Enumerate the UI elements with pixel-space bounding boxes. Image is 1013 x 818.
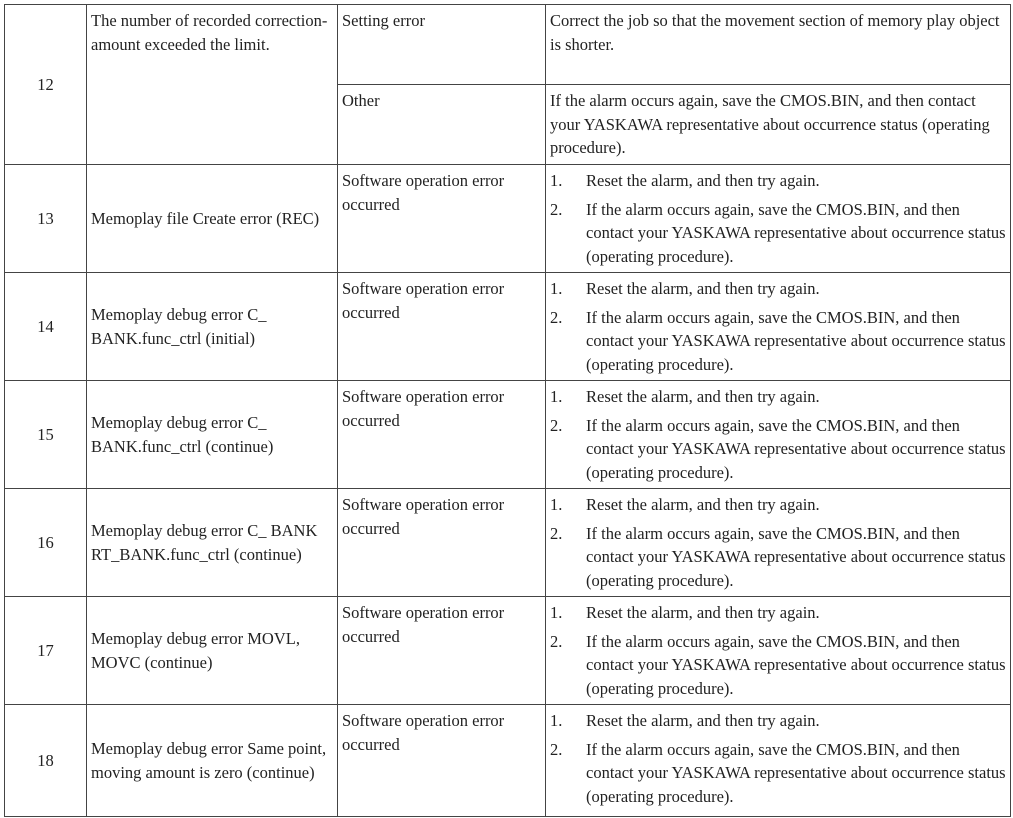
- remedy-cell: [546, 489, 1011, 597]
- table-row: [5, 597, 1011, 705]
- cause-text: Software operation error occurred: [342, 387, 505, 430]
- sub-code-cell: [5, 489, 87, 597]
- remedy-cell: [546, 381, 1011, 489]
- description-cell: [87, 489, 338, 597]
- table-row: [5, 705, 1011, 817]
- step-number: 2.: [550, 415, 563, 435]
- sub-code-cell: [5, 705, 87, 817]
- step-text: If the alarm occurs again, save the CMOS.BIN, and then contact your YASKAWA representative about occurrence status (operating procedure).: [586, 307, 1006, 374]
- sub-code-cell: [5, 5, 87, 165]
- remedy-steps: [550, 601, 1006, 700]
- remedy-step: [550, 493, 1006, 517]
- step-text: If the alarm occurs again, save the CMOS.BIN, and then contact your YASKAWA representative about occurrence status (operating procedure).: [586, 631, 1006, 698]
- step-text: If the alarm occurs again, save the CMOS.BIN, and then contact your YASKAWA representative about occurrence status (operating procedure).: [586, 199, 1006, 266]
- remedy-text: If the alarm occurs again, save the CMOS.BIN, and then contact your YASKAWA representative about occurrence status (operating procedure).: [550, 91, 990, 157]
- remedy-steps: [550, 169, 1006, 268]
- table-row: [5, 273, 1011, 381]
- remedy-steps: [550, 709, 1006, 808]
- step-text: If the alarm occurs again, save the CMOS.BIN, and then contact your YASKAWA representative about occurrence status (operating procedure).: [586, 415, 1006, 482]
- cause-cell: [338, 705, 546, 817]
- description-text: Memoplay debug error C_ BANK.func_ctrl (initial): [91, 305, 267, 348]
- table-row: [5, 165, 1011, 273]
- cause-cell: [338, 381, 546, 489]
- sub-code: 12: [37, 74, 54, 94]
- description-cell: [87, 381, 338, 489]
- remedy-steps: [550, 493, 1006, 592]
- step-number: 2.: [550, 523, 563, 543]
- remedy-steps: [550, 385, 1006, 484]
- step-text: Reset the alarm, and then try again.: [586, 495, 820, 514]
- sub-code: 13: [37, 208, 54, 228]
- description-text: Memoplay debug error C_ BANK RT_BANK.func_ctrl (continue): [91, 521, 318, 564]
- step-number: 2.: [550, 631, 563, 651]
- cause-text: Software operation error occurred: [342, 711, 505, 754]
- remedy-step: [550, 738, 1006, 809]
- description-cell: [87, 273, 338, 381]
- remedy-step: [550, 306, 1006, 377]
- remedy-steps: [550, 277, 1006, 376]
- remedy-step: [550, 601, 1006, 625]
- remedy-cell: [546, 165, 1011, 273]
- remedy-step: [550, 198, 1006, 269]
- cause-text: Software operation error occurred: [342, 171, 505, 214]
- step-number: 1.: [550, 603, 563, 622]
- step-number: 1.: [550, 387, 563, 406]
- table-row: [5, 5, 1011, 85]
- sub-code: 18: [37, 750, 54, 770]
- remedy-step: [550, 630, 1006, 701]
- remedy-step: [550, 385, 1006, 409]
- remedy-cell: [546, 5, 1011, 85]
- remedy-step: [550, 169, 1006, 193]
- step-text: Reset the alarm, and then try again.: [586, 387, 820, 406]
- description-cell: [87, 165, 338, 273]
- remedy-cell: [546, 85, 1011, 165]
- remedy-step: [550, 414, 1006, 485]
- step-text: Reset the alarm, and then try again.: [586, 711, 820, 730]
- step-number: 1.: [550, 279, 563, 298]
- description-text: Memoplay file Create error (REC): [91, 208, 320, 228]
- step-number: 1.: [550, 495, 563, 514]
- cause-text: Software operation error occurred: [342, 279, 505, 322]
- sub-code-cell: [5, 597, 87, 705]
- cause-text: Software operation error occurred: [342, 495, 505, 538]
- step-number: 2.: [550, 199, 563, 219]
- sub-code: 14: [37, 316, 54, 336]
- table-row: [5, 489, 1011, 597]
- step-number: 1.: [550, 171, 563, 190]
- step-text: If the alarm occurs again, save the CMOS.BIN, and then contact your YASKAWA representative about occurrence status (operating procedure).: [586, 739, 1006, 806]
- step-text: If the alarm occurs again, save the CMOS.BIN, and then contact your YASKAWA representative about occurrence status (operating procedure).: [586, 523, 1006, 590]
- alarm-remedy-table: [4, 4, 1011, 817]
- description-text: Memoplay debug error MOVL, MOVC (continue): [91, 629, 300, 672]
- cause-cell: [338, 273, 546, 381]
- description-text: Memoplay debug error Same point, moving amount is zero (continue): [91, 739, 327, 782]
- cause-cell: [338, 85, 546, 165]
- cause-text: Other: [342, 91, 380, 110]
- cause-text: Software operation error occurred: [342, 603, 505, 646]
- remedy-step: [550, 709, 1006, 733]
- sub-code-cell: [5, 273, 87, 381]
- description-text: Memoplay debug error C_ BANK.func_ctrl (continue): [91, 413, 274, 456]
- step-text: Reset the alarm, and then try again.: [586, 171, 820, 190]
- remedy-cell: [546, 597, 1011, 705]
- step-number: 1.: [550, 711, 563, 730]
- cause-text: Setting error: [342, 11, 425, 30]
- cause-cell: [338, 5, 546, 85]
- table-row: [5, 381, 1011, 489]
- description-cell: [87, 597, 338, 705]
- remedy-cell: [546, 705, 1011, 817]
- description-text: The number of recorded correction-amount exceeded the limit.: [91, 11, 328, 54]
- sub-code: 15: [37, 424, 54, 444]
- remedy-cell: [546, 273, 1011, 381]
- step-number: 2.: [550, 739, 563, 759]
- remedy-text: Correct the job so that the movement section of memory play object is shorter.: [550, 11, 1000, 54]
- sub-code: 16: [37, 532, 54, 552]
- remedy-step: [550, 277, 1006, 301]
- description-cell: [87, 5, 338, 165]
- sub-code-cell: [5, 381, 87, 489]
- cause-cell: [338, 597, 546, 705]
- step-number: 2.: [550, 307, 563, 327]
- remedy-step: [550, 522, 1006, 593]
- sub-code-cell: [5, 165, 87, 273]
- cause-cell: [338, 165, 546, 273]
- cause-cell: [338, 489, 546, 597]
- sub-code: 17: [37, 640, 54, 660]
- description-cell: [87, 705, 338, 817]
- step-text: Reset the alarm, and then try again.: [586, 603, 820, 622]
- step-text: Reset the alarm, and then try again.: [586, 279, 820, 298]
